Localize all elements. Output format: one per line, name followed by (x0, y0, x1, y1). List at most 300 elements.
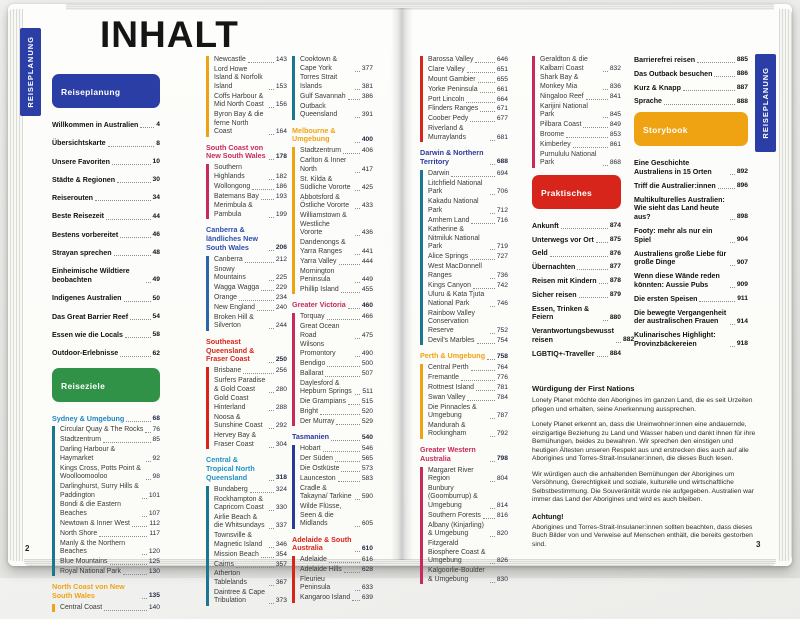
toc-section-entries (292, 56, 373, 120)
dotted-leader (236, 567, 274, 568)
toc-entry-label: Essen, Trinken & Feiern (532, 304, 590, 322)
dotted-leader (338, 481, 360, 482)
dotted-leader (355, 499, 360, 500)
category-box-label: Praktisches (541, 187, 593, 198)
toc-entry-page: 58 (152, 331, 160, 339)
toc-entry-page: 101 (148, 491, 160, 499)
toc-entry (300, 323, 373, 340)
dotted-leader (616, 342, 621, 343)
toc-section (292, 127, 373, 295)
dotted-leader (490, 418, 495, 419)
dotted-leader (480, 92, 495, 93)
toc-entry (214, 314, 287, 331)
toc-entry-page: 907 (736, 258, 748, 266)
dotted-leader (146, 461, 151, 462)
toc-section (206, 338, 287, 449)
dotted-leader (341, 471, 359, 472)
toc-entry-label: Arnhem Land (428, 216, 470, 224)
toc-entry-label: Newcastle (214, 56, 246, 63)
toc-entry-label: Adelaide (300, 556, 327, 564)
dotted-leader (146, 282, 151, 283)
toc-entry (214, 414, 287, 431)
toc-entry (214, 66, 287, 92)
toc-section-page: 400 (361, 135, 373, 143)
dotted-leader (341, 292, 360, 293)
toc-entry-page: 904 (736, 236, 748, 244)
dotted-leader (112, 164, 151, 165)
dotted-leader (478, 82, 495, 83)
toc-entry-label: Bunbury (Goomburrup) & Umgebung (428, 484, 478, 509)
dotted-leader (146, 479, 151, 480)
dotted-leader (355, 551, 360, 552)
toc-entry (540, 103, 621, 120)
toc-section-page: 610 (361, 544, 373, 552)
dotted-leader (470, 259, 495, 260)
toc-entry (428, 180, 508, 197)
toc-entry-label: Rockhampton & Capricorn Coast (214, 495, 264, 512)
toc-entry (52, 313, 160, 322)
toc-entry (60, 501, 160, 518)
toc-section-title: Greater Victoria (292, 300, 346, 310)
toc-section-header (206, 338, 287, 364)
toc-entry-label: Rainbow Valley Conservation Reserve (428, 309, 475, 334)
toc-entry-label: Strayan sprechen (52, 249, 112, 258)
toc-section-entries (420, 467, 508, 584)
dotted-leader (490, 436, 495, 437)
toc-entry-label: Wollongong (214, 182, 251, 190)
dotted-leader (490, 278, 495, 279)
toc-entry-label: Barossa Valley (428, 56, 474, 63)
dotted-leader (603, 165, 608, 166)
toc-entry-label: Essen wie die Locals (52, 331, 123, 340)
toc-entry (60, 436, 160, 445)
toc-entry (428, 467, 508, 484)
toc-entry (300, 556, 373, 565)
toc-entry-label: Sicher reisen (532, 290, 577, 299)
toc-section-header (206, 456, 287, 482)
dotted-leader (123, 574, 147, 575)
toc-entry-label: Yorke Peninsula (428, 85, 478, 93)
toc-entry-page: 337 (275, 522, 287, 530)
toc-entry-label: Barrierefrei reisen (634, 56, 696, 64)
dotted-leader (269, 250, 274, 251)
toc-entry-page: 193 (275, 192, 287, 200)
toc-entry-page: 877 (609, 263, 621, 271)
toc-entry-page: 712 (496, 206, 508, 214)
toc-entry-page: 565 (361, 455, 373, 462)
toc-entry-label: Coffs Harbour & Mid North Coast (214, 92, 264, 109)
toc-entry (52, 349, 160, 358)
dotted-leader (730, 219, 735, 220)
toc-entry (634, 250, 748, 268)
toc-section-title: South Coast von New South Wales (206, 142, 266, 161)
toc-entry-page: 511 (362, 388, 373, 396)
toc-entry (428, 522, 508, 539)
toc-entry-page: 830 (496, 575, 508, 583)
toc-entry-page: 85 (152, 436, 160, 444)
toc-entry-page: 605 (361, 520, 373, 528)
category-box-reiseziele (52, 368, 160, 402)
toc-entry-label: Stadtzentrum (60, 436, 101, 444)
dotted-leader (490, 536, 495, 537)
toc-entry (634, 97, 748, 106)
dotted-leader (335, 461, 360, 462)
toc-entry (428, 291, 508, 308)
toc-entry-label: Mornington Peninsula (300, 267, 335, 283)
toc-entry-label: Die Grampians (300, 398, 346, 406)
toc-entry-label: Kakadu National Park (428, 198, 479, 214)
toc-entry-page: 719 (496, 243, 508, 251)
toc-entry (428, 337, 508, 346)
toc-list (634, 159, 748, 349)
dotted-leader (730, 242, 735, 243)
toc-section-page: 135 (148, 592, 160, 600)
toc-entry (300, 566, 373, 575)
toc-entry-page: 787 (496, 412, 508, 420)
dotted-leader (106, 219, 151, 220)
dotted-leader (336, 424, 359, 425)
acknowledgment-title: Würdigung der First Nations (532, 384, 635, 393)
toc-section-title: Darwin & Northern Territory (420, 148, 484, 167)
toc-section-header (292, 433, 373, 442)
toc-entry-label: Bundaberg (214, 485, 248, 493)
toc-entry-label: Wilde Flüsse, Seen & die Midlands (300, 503, 342, 528)
toc-entry-page: 736 (496, 271, 508, 279)
dotted-leader (117, 182, 150, 183)
dotted-leader (573, 147, 608, 148)
toc-entry (300, 103, 373, 120)
toc-entry-label: Blue Mountains (60, 557, 108, 565)
dotted-leader (490, 461, 495, 462)
toc-entry-label: Geld (532, 249, 548, 258)
dotted-leader (355, 338, 360, 339)
toc-title: INHALT (100, 14, 239, 55)
toc-section-title: Tasmanien (292, 432, 330, 442)
toc-entry-page: 655 (496, 75, 508, 83)
toc-entry-label: North Shore (60, 529, 98, 537)
dotted-leader (467, 72, 495, 73)
toc-entry-page: 885 (736, 56, 748, 64)
dotted-leader (239, 300, 274, 301)
toc-entry-page: 781 (496, 383, 508, 391)
toc-entry-label: Kings Canyon (428, 281, 471, 289)
dotted-leader (140, 127, 154, 128)
toc-section-entries (206, 486, 287, 606)
toc-entry-page: 879 (609, 291, 621, 299)
toc-entry-label: New England (214, 303, 255, 311)
toc-entry-page: 449 (361, 276, 373, 283)
toc-section (206, 56, 287, 137)
toc-list (634, 56, 748, 106)
page-stack-top-edge (66, 4, 774, 10)
toc-entry-label: Circular Quay & The Rocks (60, 426, 144, 434)
toc-section-entries (206, 56, 287, 137)
toc-entry-label: Cairns (214, 560, 234, 568)
toc-entry-label: Phillip Island (300, 285, 339, 293)
toc-entry (300, 93, 373, 102)
toc-entry-page: 288 (275, 403, 287, 411)
toc-entry-label: Coober Pedy (428, 115, 469, 123)
dotted-leader (327, 366, 360, 367)
category-box-label: Storybook (643, 125, 688, 136)
toc-entry (300, 341, 373, 358)
toc-entry-label: Geraldton & die Kalbarri Coast (540, 56, 588, 72)
dotted-leader (142, 516, 147, 517)
dotted-leader (730, 324, 735, 325)
page-number-right: 3 (756, 540, 761, 549)
toc-entry-label: Shark Bay & Monkey Mia (540, 74, 579, 90)
toc-entry (214, 164, 287, 181)
toc-entry (214, 395, 287, 412)
toc-entry-label: Gold Coast Hinterland (214, 395, 249, 411)
toc-entry (428, 540, 508, 566)
toc-entry-page: 661 (496, 85, 508, 93)
toc-entry-label: Mission Beach (214, 550, 259, 558)
dotted-leader (467, 400, 494, 401)
dotted-leader (471, 370, 495, 371)
toc-entry (214, 367, 287, 376)
toc-entry-page: 776 (496, 373, 508, 381)
toc-entry (428, 512, 508, 521)
toc-section-header (292, 301, 373, 310)
toc-entry (540, 93, 621, 102)
dotted-leader (125, 337, 151, 338)
toc-entry (634, 70, 748, 79)
toc-entry (428, 364, 508, 373)
dotted-leader (471, 223, 494, 224)
dotted-leader (99, 536, 147, 537)
dotted-leader (245, 262, 274, 263)
dotted-leader (120, 356, 150, 357)
toc-entry-page: 117 (149, 529, 160, 537)
toc-entry-label: Canberra (214, 255, 243, 263)
toc-section-title: Melbourne & Umgebung (292, 125, 336, 144)
toc-section (292, 56, 373, 120)
dotted-leader (355, 235, 360, 236)
toc-entry (52, 231, 160, 240)
toc-entry-label: Outdoor-Erlebnisse (52, 349, 119, 358)
toc-entry-label: Purnululu National Park (540, 150, 597, 167)
dotted-leader (355, 590, 360, 591)
toc-entry-page: 391 (361, 111, 373, 119)
toc-entry (300, 258, 373, 267)
chapter-tab-right (755, 54, 776, 152)
toc-entry (428, 310, 508, 336)
toc-entry-page: 876 (609, 249, 621, 257)
toc-entry-page: 820 (496, 530, 508, 538)
toc-entry-page: 48 (152, 249, 160, 257)
toc-entry (214, 432, 287, 449)
toc-section-title: Southeast Queensland & Fraser Coast (206, 336, 255, 364)
toc-entry (428, 253, 508, 262)
category-box-storybook (634, 112, 748, 146)
toc-entry-page: 229 (275, 284, 287, 292)
toc-entry-label: Bondi & die Eastern Beaches (60, 501, 121, 517)
toc-entry-page: 909 (736, 281, 748, 289)
acknowledgment-paragraph: Wir würdigen auch die anhaltenden Bemühungen der Aborigines um Versöhnung, Gerechtigkeit und soziale, kulturelle und wirtschaftliche Selbstbestimmung. Die Souveränität wurde nie aufgegeben. Australien war immer das Land der Aborigines und wird es auch bleiben. (532, 470, 754, 503)
dotted-leader (126, 421, 150, 422)
toc-entry-page: 50 (152, 294, 160, 302)
toc-section-header (292, 536, 373, 554)
toc-section-header (292, 127, 373, 145)
toc-entry (634, 295, 748, 304)
toc-entry (60, 558, 160, 567)
toc-entry (300, 286, 373, 295)
dotted-leader (124, 301, 151, 302)
toc-entry (428, 105, 508, 114)
toc-entry (540, 121, 621, 130)
toc-entry (634, 159, 748, 177)
toc-entry (532, 249, 621, 258)
toc-entry-label: Manly & the Northern Beaches (60, 539, 126, 556)
toc-entry-label: Verantwortungsbewusst reisen (532, 327, 614, 344)
dotted-leader (480, 111, 495, 112)
toc-entry-label: Willkommen in Australien (52, 121, 139, 129)
toc-entry (532, 350, 621, 359)
toc-entry (428, 226, 508, 252)
toc-entry-label: Bestens vorbereitet (52, 230, 119, 239)
toc-entry-page: 346 (275, 540, 287, 548)
toc-entry-page: 507 (361, 369, 373, 377)
toc-entry (60, 604, 160, 613)
dotted-leader (490, 140, 495, 141)
toc-entry-page: 8 (156, 139, 160, 147)
toc-entry (300, 194, 373, 211)
toc-entry-page: 515 (361, 398, 373, 406)
toc-list (532, 221, 635, 359)
toc-entry-page: 304 (275, 440, 287, 448)
toc-entry-page: 386 (361, 92, 373, 100)
toc-entry-label: West MacDonnell Ranges (428, 263, 482, 279)
toc-entry-page: 324 (275, 485, 287, 493)
toc-entry-label: Mount Gambier (428, 75, 476, 83)
toc-entry-label: Batemans Bay (214, 192, 259, 200)
toc-entry (300, 313, 373, 322)
toc-entry-page: 754 (496, 336, 508, 344)
toc-section-entries (292, 147, 373, 294)
toc-section (532, 56, 621, 168)
dotted-leader (348, 308, 360, 309)
toc-entry-label: Airlie Beach & die Whitsundays (214, 513, 265, 530)
toc-entry-label: Städte & Regionen (52, 175, 116, 184)
toc-entry-label: Wenn diese Wände reden könnten: Aussie Pubs (634, 272, 720, 289)
toc-entry-page: 868 (609, 159, 621, 167)
dotted-leader (252, 189, 274, 190)
toc-entry (540, 131, 621, 140)
dotted-leader (490, 306, 495, 307)
toc-entry-page: 529 (361, 417, 373, 425)
toc-entry-label: Brisbane (214, 367, 242, 375)
toc-entry-page: 373 (275, 597, 287, 605)
toc-entry-page: 357 (275, 560, 287, 568)
toc-entry (60, 446, 160, 463)
toc-entry-label: Kalgoorlie-Boulder & Umgebung (428, 567, 485, 583)
page-number-left: 2 (25, 544, 30, 553)
toc-entry-label: Kimberley (540, 140, 571, 148)
toc-entry-page: 671 (496, 105, 508, 113)
toc-entry-page: 54 (152, 313, 160, 321)
toc-entry-page: 490 (361, 349, 373, 357)
dotted-leader (331, 440, 360, 441)
dotted-leader (142, 598, 147, 599)
dotted-leader (269, 328, 274, 329)
toc-entry-page: 832 (609, 64, 621, 72)
toc-entry (634, 227, 748, 245)
toc-entry-page: 914 (736, 317, 748, 325)
dotted-leader (103, 442, 151, 443)
toc-entry (428, 422, 508, 439)
toc-entry-page: 886 (736, 70, 748, 78)
toc-entry-page: 716 (496, 216, 508, 224)
toc-entry (300, 370, 373, 379)
toc-entry-page: 884 (609, 350, 621, 357)
toc-entry-page: 677 (496, 115, 508, 123)
toc-section-page: 68 (152, 414, 160, 422)
toc-entry-page: 46 (152, 231, 160, 239)
dotted-leader (355, 117, 360, 118)
toc-section-page: 460 (361, 301, 373, 309)
toc-entry (428, 125, 508, 142)
dotted-leader (269, 410, 274, 411)
toc-entry (428, 198, 508, 215)
toc-section (206, 144, 287, 220)
toc-entry (214, 589, 287, 606)
dotted-leader (583, 127, 607, 128)
toc-column-right-2 (532, 56, 635, 365)
dotted-leader (269, 107, 274, 108)
toc-entry-page: 112 (149, 519, 160, 527)
toc-section-title: Central & Tropical North Queensland (206, 455, 255, 482)
toc-entry-label: Ankunft (532, 221, 559, 230)
toc-entry-page: 573 (361, 464, 373, 472)
toc-section-entries (532, 56, 621, 168)
toc-entry-page: 918 (736, 340, 748, 348)
toc-section-page: 798 (496, 455, 508, 463)
toc-entry-page: 841 (609, 92, 621, 100)
dotted-leader (248, 62, 274, 63)
toc-entry-label: Outback Queensland (300, 102, 338, 119)
dotted-leader (344, 572, 360, 573)
toc-entry (300, 594, 373, 603)
toc-entry-label: Indigenes Australien (52, 294, 122, 303)
toc-entry-label: Der Süden (300, 455, 333, 462)
toc-entry (428, 115, 508, 124)
toc-entry-page: 826 (496, 557, 508, 565)
dotted-leader (339, 264, 360, 265)
toc-entry-page: 433 (361, 202, 373, 210)
toc-entry-label: Fremantle (428, 373, 460, 381)
toc-entry (52, 158, 160, 167)
toc-entry (540, 151, 621, 168)
toc-entry (428, 485, 508, 511)
dotted-leader (142, 498, 147, 499)
chapter-tab-left (20, 28, 41, 116)
toc-entry (300, 418, 373, 427)
dotted-leader (269, 428, 274, 429)
toc-entry-label: Clare Valley (428, 65, 465, 73)
toc-entry (300, 239, 373, 256)
dotted-leader (355, 172, 360, 173)
dotted-leader (110, 564, 147, 565)
dotted-leader (730, 346, 735, 347)
dotted-leader (269, 89, 274, 90)
toc-entry-page: 911 (737, 295, 748, 303)
toc-entry-label: LGBTIQ+-Traveller (532, 349, 595, 358)
dotted-leader (475, 62, 494, 63)
toc-entry-page: 292 (275, 422, 287, 430)
toc-entry-page: 441 (361, 247, 373, 255)
category-box-label: Reiseplanung (61, 87, 121, 97)
